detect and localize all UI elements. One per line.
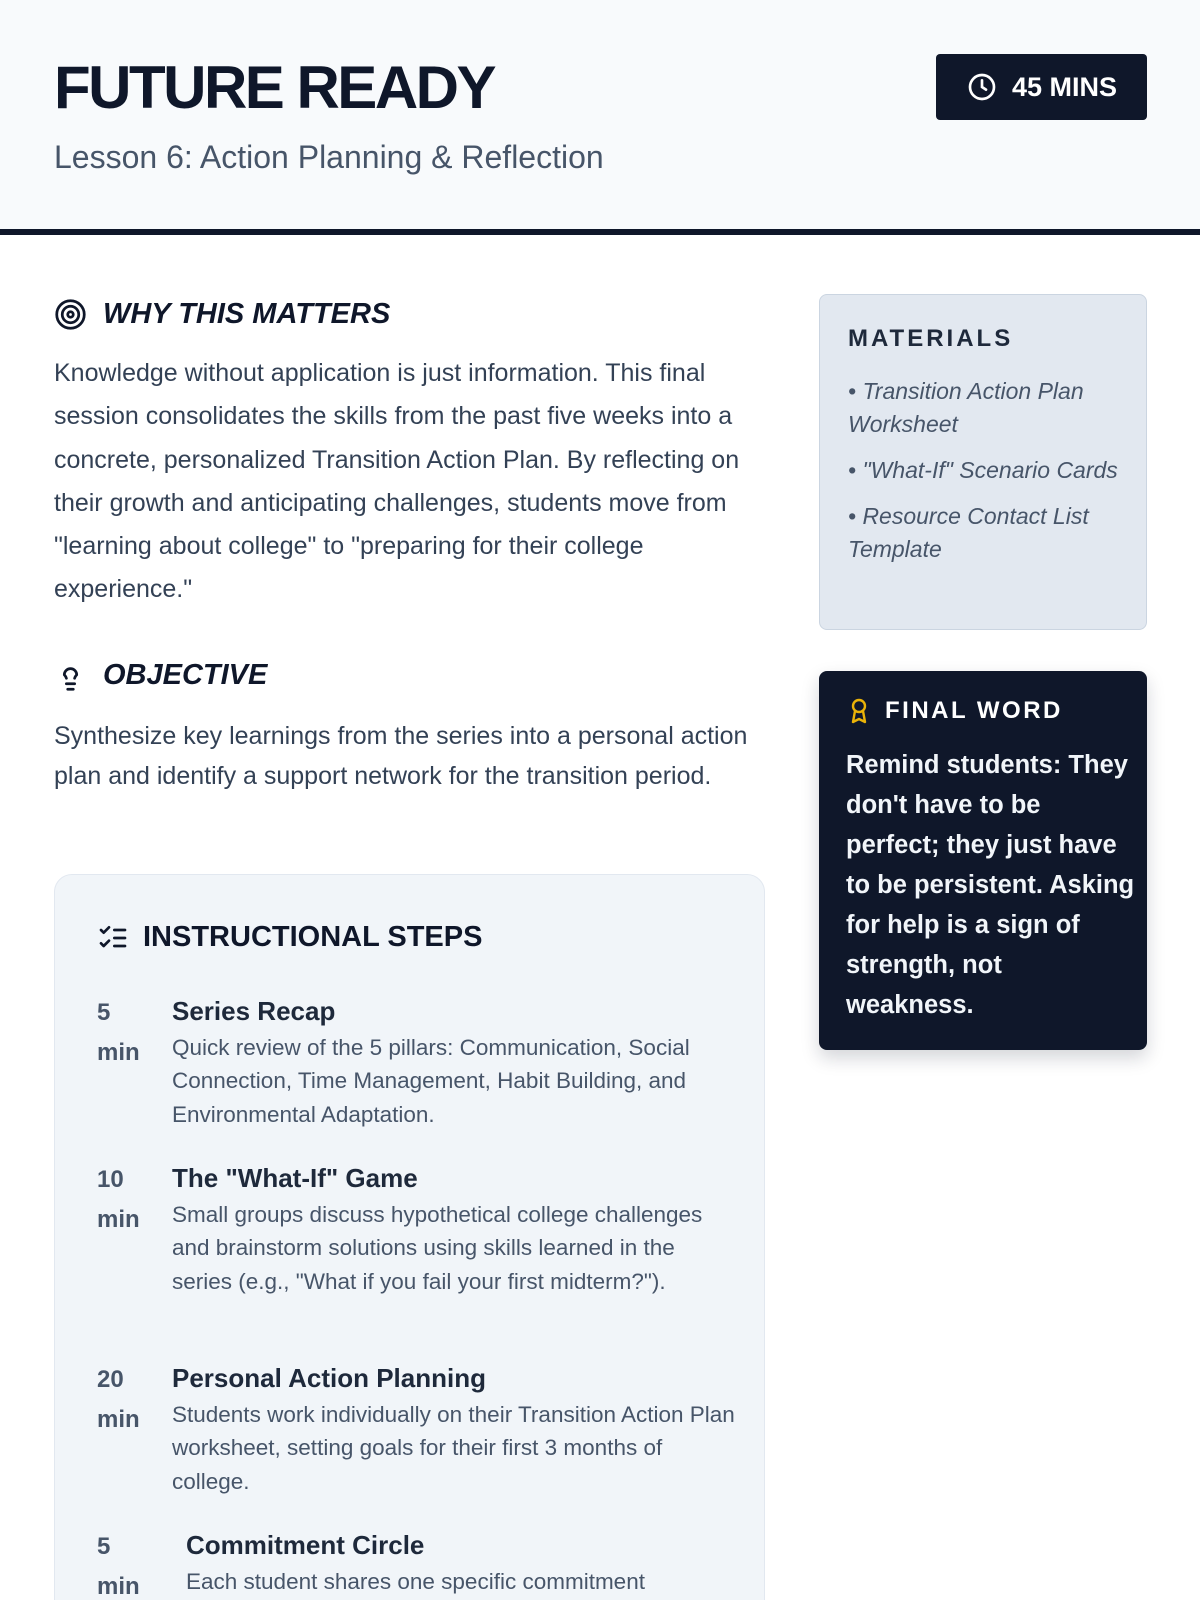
- final-word-body: Remind students: They don't have to be perfect; they just have to be persistent. Asking for help is a sign of strength, not weakness.: [846, 751, 1135, 1019]
- clock-icon: [966, 71, 998, 103]
- why-heading-label: WHY THIS MATTERS: [103, 298, 391, 330]
- page-header: [0, 0, 1200, 235]
- final-word-heading-label: FINAL WORD: [885, 697, 1063, 724]
- final-word-heading: [847, 697, 1063, 725]
- final-word-card: [819, 671, 1147, 1050]
- step-title: The "What-If" Game: [172, 1163, 418, 1193]
- step-description: Small groups discuss hypothetical college challenges and brainstorm solutions using skills learned in the series (e.g., "What if you fail your first midterm?").: [172, 1202, 703, 1294]
- materials-heading: MATERIALS: [848, 325, 1014, 352]
- steps-heading-label: INSTRUCTIONAL STEPS: [143, 921, 483, 953]
- award-icon: [847, 697, 871, 725]
- why-heading: [54, 298, 390, 331]
- target-icon: [54, 298, 87, 331]
- step-title: Personal Action Planning: [172, 1363, 486, 1393]
- objective-heading-label: OBJECTIVE: [103, 659, 268, 691]
- step-title: Series Recap: [172, 996, 336, 1026]
- duration-label: 45 MINS: [1011, 71, 1118, 102]
- step-description: Students work individually on their Transition Action Plan worksheet, setting goals for their first 3 months of college.: [172, 1402, 735, 1494]
- materials-item: • Transition Action Plan Worksheet: [848, 378, 1084, 437]
- step-description: Each student shares one specific commitment: [186, 1569, 645, 1594]
- checklist-icon: [97, 922, 129, 954]
- step-duration: 5 min: [97, 999, 140, 1066]
- lesson-subtitle: Lesson 6: Action Planning & Reflection: [54, 139, 604, 175]
- materials-item: • "What-If" Scenario Cards: [848, 457, 1118, 483]
- step-description: Quick review of the 5 pillars: Communication, Social Connection, Time Management, Habit Building, and Environmental Adaptation.: [172, 1035, 690, 1127]
- materials-item: • Resource Contact List Template: [848, 503, 1089, 562]
- lightbulb-icon: [54, 659, 87, 692]
- step-duration: 5 min: [97, 1533, 140, 1600]
- duration-badge: [936, 54, 1147, 120]
- why-body: Knowledge without application is just information. This final session consolidates the skills from the past five weeks into a concrete, personalized Transition Action Plan. By reflecting on their growth and anticipating challenges, students move from "learning about college" to "preparing for their college experience.": [54, 359, 740, 604]
- step-title: Commitment Circle: [186, 1530, 425, 1560]
- steps-heading: [97, 921, 482, 954]
- step-duration: 10 min: [97, 1166, 140, 1233]
- materials-list: [848, 375, 1138, 579]
- objective-heading: [54, 659, 267, 692]
- materials-card: [819, 294, 1147, 630]
- instructional-steps-panel: [54, 874, 765, 1600]
- objective-body: Synthesize key learnings from the series into a personal action plan and identify a support network for the transition period.: [54, 722, 748, 790]
- page-title: FUTURE READY: [54, 54, 495, 121]
- step-duration: 20 min: [97, 1366, 140, 1433]
